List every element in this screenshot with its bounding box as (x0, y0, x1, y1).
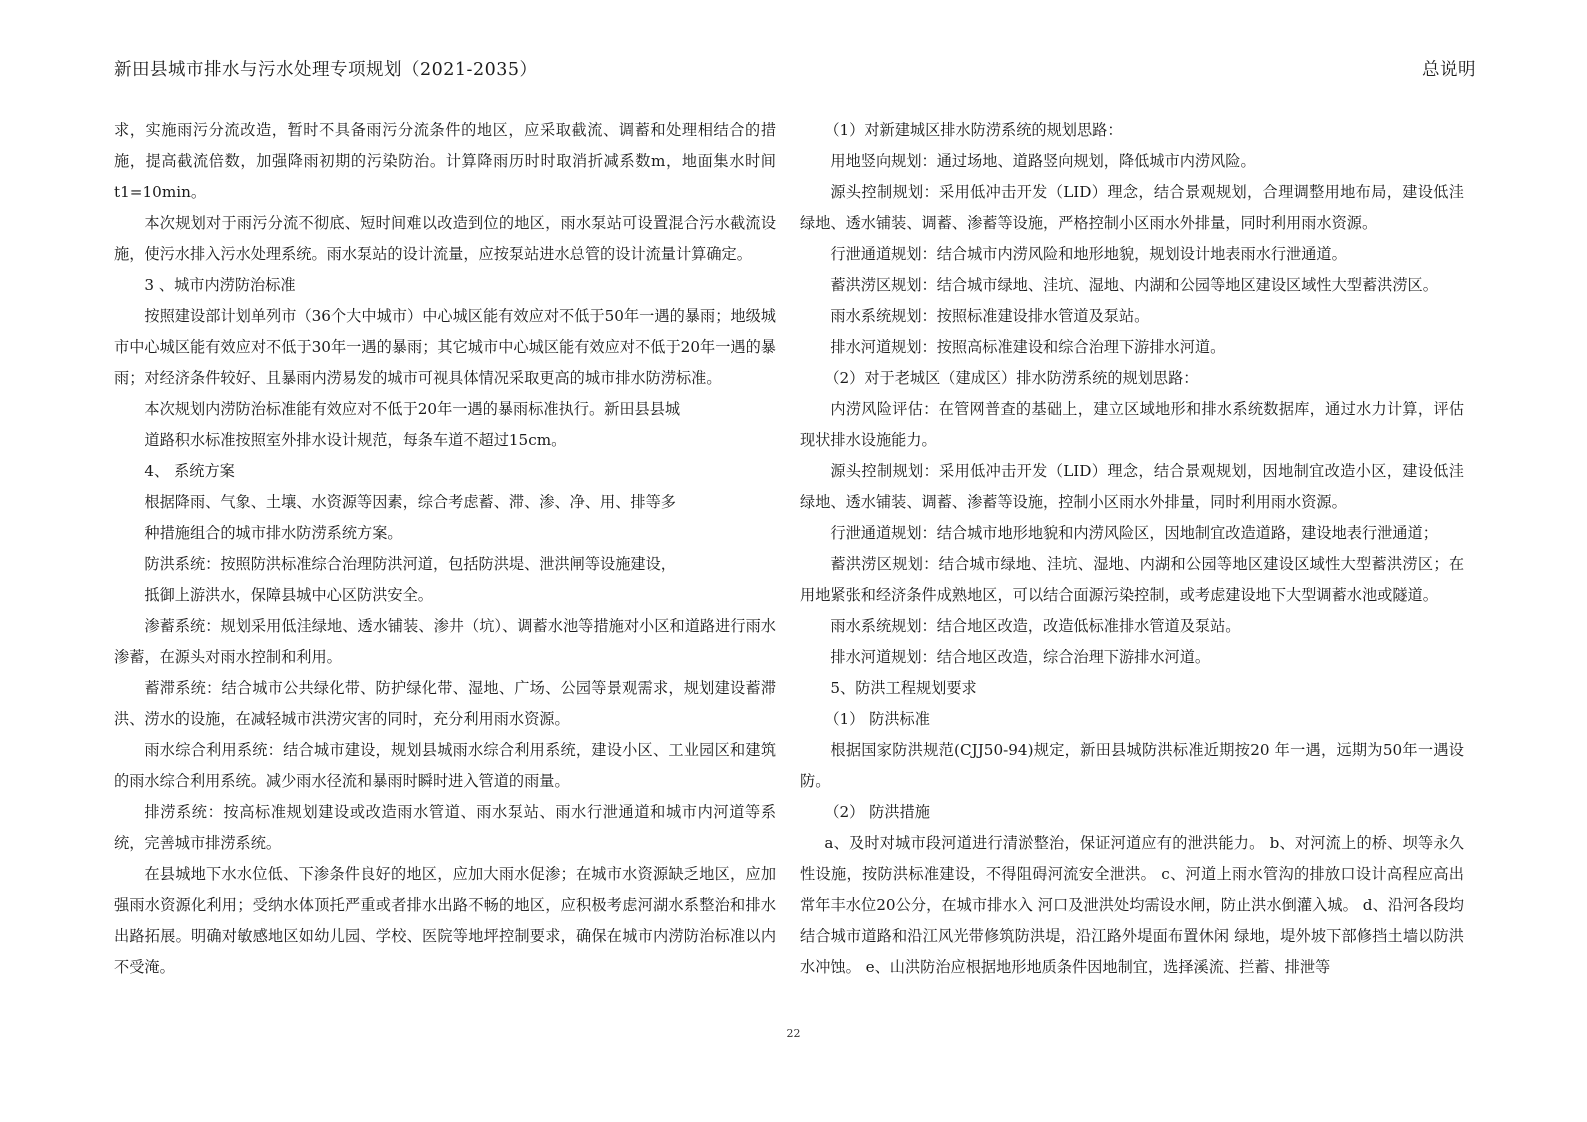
paragraph: 行泄通道规划：结合城市内涝风险和地形地貌，规划设计地表雨水行泄通道。 (830, 245, 1347, 263)
page-number: 22 (786, 1027, 801, 1040)
paragraph: 排水河道规划：按照高标准建设和综合治理下游排水河道。 (830, 338, 1226, 356)
paragraph: 雨水系统规划：按照标准建设排水管道及泵站。 (830, 307, 1150, 325)
paragraph: 雨水系统规划：结合地区改造，改造低标准排水管道及泵站。 (830, 617, 1241, 635)
paragraph: 防洪系统：按照防洪标准综合治理防洪河道，包括防洪堤、泄洪闸等设施建设， (144, 555, 676, 573)
paragraph: 内涝风险评估：在管网普查的基础上，建立区域地形和排水系统数据库，通过水力计算，评估现状排水设施能力。 (800, 400, 1464, 449)
page-header (114, 56, 1476, 86)
sub-heading: （1） 防洪标准 (824, 710, 930, 728)
right-column (800, 115, 1464, 983)
sub-heading: （2） 防洪措施 (824, 803, 930, 821)
paragraph: 种措施组合的城市排水防涝系统方案。 (144, 524, 403, 542)
document-title: 新田县城市排水与污水处理专项规划（2021-2035） (114, 60, 538, 80)
paragraph: a、及时对城市段河道进行清淤整治，保证河道应有的泄洪能力。 b、对河流上的桥、坝等永久性设施，按防洪标准建设，不得阻碍河流安全泄洪。 c、河道上雨水管沟的排放口设计高程应高出常年丰水位20公分，在城市排水入 河口及泄洪处均需设水闸，防止洪水倒灌入城。 d、沿河各段均结合城市道路和沿江风光带修筑防洪堤，沿江路外堤面布置休闲 绿地，堤外坡下部修挡土墙以防洪水冲蚀。 e、山洪防治应根据地形地质条件因地制宜，选择溪流、拦蓄、排泄等 (800, 834, 1464, 976)
paragraph: 道路积水标准按照室外排水设计规范，每条车道不超过15cm。 (144, 431, 567, 449)
paragraph: 抵御上游洪水，保障县城中心区防洪安全。 (144, 586, 433, 604)
paragraph: 求，实施雨污分流改造，暂时不具备雨污分流条件的地区，应采取截流、调蓄和处理相结合的措施，提高截流倍数，加强降雨初期的污染防治。计算降雨历时时取消折减系数m，地面集水时间t1=10min。 (114, 121, 776, 201)
paragraph: 蓄洪涝区规划：结合城市绿地、洼坑、湿地、内湖和公园等地区建设区域性大型蓄洪涝区。 (830, 276, 1438, 294)
paragraph: 雨水综合利用系统：结合城市建设，规划县城雨水综合利用系统，建设小区、工业园区和建筑的雨水综合利用系统。减少雨水径流和暴雨时瞬时进入管道的雨量。 (114, 741, 776, 790)
paragraph: 行泄通道规划：结合城市地形地貌和内涝风险区，因地制宜改造道路，建设地表行泄通道； (830, 524, 1438, 542)
paragraph: 用地竖向规划：通过场地、道路竖向规划，降低城市内涝风险。 (830, 152, 1256, 170)
paragraph: 蓄滞系统：结合城市公共绿化带、防护绿化带、湿地、广场、公园等景观需求，规划建设蓄滞洪、涝水的设施，在减轻城市洪涝灾害的同时，充分利用雨水资源。 (114, 679, 776, 728)
paragraph: 排水河道规划：结合地区改造，综合治理下游排水河道。 (830, 648, 1211, 666)
section-heading: 4、 系统方案 (144, 462, 235, 480)
section-heading: 5、防洪工程规划要求 (830, 679, 977, 697)
left-column (114, 115, 776, 983)
paragraph: 渗蓄系统：规划采用低洼绿地、透水铺装、渗井（坑）、调蓄水池等措施对小区和道路进行雨水渗蓄，在源头对雨水控制和利用。 (114, 617, 776, 666)
paragraph: 在县城地下水水位低、下渗条件良好的地区，应加大雨水促渗；在城市水资源缺乏地区，应加强雨水资源化利用；受纳水体顶托严重或者排水出路不畅的地区，应积极考虑河湖水系整治和排水出路拓展。明确对敏感地区如幼儿园、学校、医院等地坪控制要求，确保在城市内涝防治标准以内不受淹。 (114, 865, 776, 976)
sub-heading: （2）对于老城区（建成区）排水防涝系统的规划思路： (824, 369, 1199, 387)
paragraph: 蓄洪涝区规划：结合城市绿地、洼坑、湿地、内湖和公园等地区建设区域性大型蓄洪涝区；在用地紧张和经济条件成熟地区，可以结合面源污染控制，或考虑建设地下大型调蓄水池或隧道。 (800, 555, 1464, 604)
section-title: 总说明 (1422, 60, 1476, 80)
paragraph: 源头控制规划：采用低冲击开发（LID）理念，结合景观规划，因地制宜改造小区，建设低洼绿地、透水铺装、调蓄、渗蓄等设施，控制小区雨水外排量，同时利用雨水资源。 (800, 462, 1464, 511)
paragraph: 本次规划对于雨污分流不彻底、短时间难以改造到位的地区，雨水泵站可设置混合污水截流设施，使污水排入污水处理系统。雨水泵站的设计流量，应按泵站进水总管的设计流量计算确定。 (114, 214, 776, 263)
section-heading: 3 、城市内涝防治标准 (144, 276, 296, 294)
paragraph: 源头控制规划：采用低冲击开发（LID）理念，结合景观规划，合理调整用地布局，建设低洼绿地、透水铺装、调蓄、渗蓄等设施，严格控制小区雨水外排量，同时利用雨水资源。 (800, 183, 1464, 232)
paragraph: 根据国家防洪规范(CJJ50-94)规定，新田县城防洪标准近期按20 年一遇，远期为50年一遇设防。 (800, 741, 1464, 790)
paragraph: 根据降雨、气象、土壤、水资源等因素，综合考虑蓄、滞、渗、净、用、排等多 (144, 493, 676, 511)
sub-heading: （1）对新建城区排水防涝系统的规划思路： (824, 121, 1123, 139)
paragraph: 本次规划内涝防治标准能有效应对不低于20年一遇的暴雨标准执行。新田县县城 (144, 400, 681, 418)
paragraph: 排涝系统：按高标准规划建设或改造雨水管道、雨水泵站、雨水行泄通道和城市内河道等系统，完善城市排涝系统。 (114, 803, 776, 852)
paragraph: 按照建设部计划单列市（36个大中城市）中心城区能有效应对不低于50年一遇的暴雨；地级城市中心城区能有效应对不低于30年一遇的暴雨；其它城市中心城区能有效应对不低于20年一遇的暴雨；对经济条件较好、且暴雨内涝易发的城市可视具体情况采取更高的城市排水防涝标准。 (114, 307, 776, 387)
